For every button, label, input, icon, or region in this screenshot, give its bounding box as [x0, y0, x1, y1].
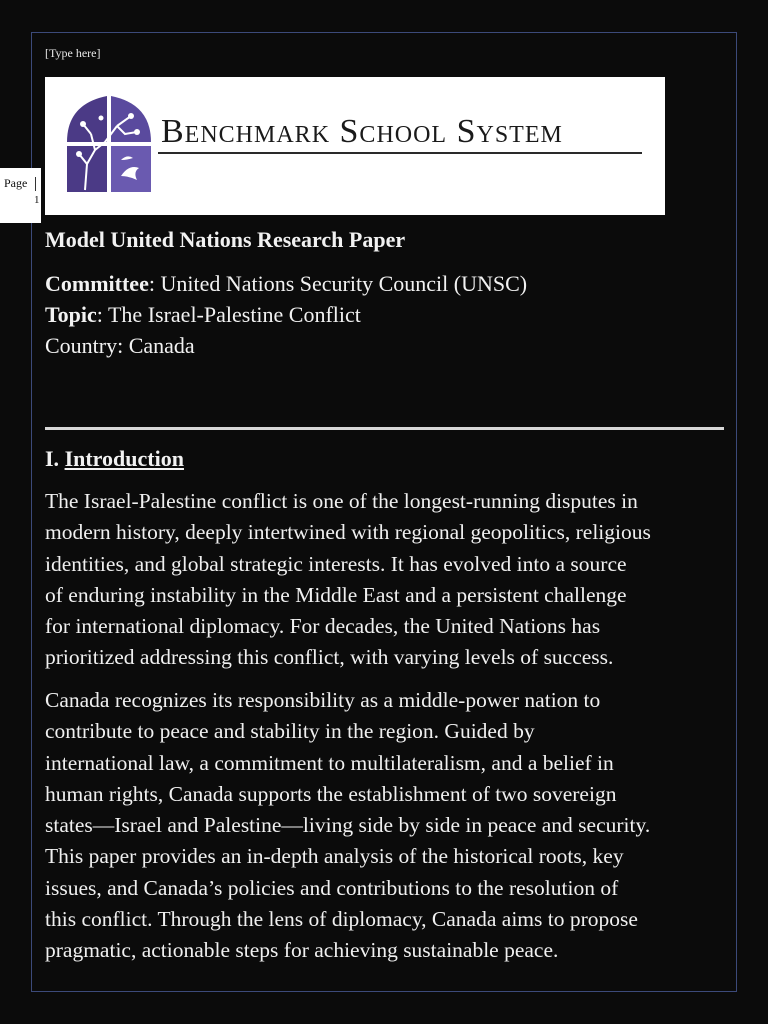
committee-label: Committee [45, 271, 149, 296]
paragraph-line: Canada recognizes its responsibility as a middle-power nation to [45, 688, 601, 712]
paragraph-line: human rights, Canada supports the establishment of two sovereign [45, 781, 617, 806]
topic-line [45, 299, 527, 330]
document-metadata [45, 268, 527, 361]
paragraph-line: This paper provides an in-depth analysis of the historical roots, key [45, 844, 624, 869]
paragraph-line: pragmatic, actionable steps for achieving sustainable peace. [45, 938, 559, 963]
school-emblem-icon [65, 94, 153, 194]
section-number: I. [45, 446, 65, 471]
topic-value: : The Israel-Palestine Conflict [96, 302, 361, 327]
paragraph-1 [45, 486, 727, 674]
horizontal-rule [45, 427, 724, 430]
committee-value: : United Nations Security Council (UNSC) [148, 271, 528, 296]
paragraph-line: contribute to peace and stability in the region. Guided by [45, 719, 535, 744]
paragraph-line: international law, a commitment to multilateralism, and a belief in [45, 750, 614, 775]
paragraph-line: The Israel-Palestine conflict is one of the longest-running disputes in [45, 489, 638, 513]
paragraph-2 [45, 685, 727, 967]
country-line: Country: Canada [45, 333, 195, 358]
paragraph-line: issues, and Canada’s policies and contributions to the resolution of [45, 875, 619, 900]
section-title: Introduction [64, 446, 184, 471]
page-tab-label: Page [4, 176, 28, 190]
topic-label: Topic [45, 302, 97, 327]
paragraph-line: identities, and global strategic interests. It has evolved into a source [45, 551, 627, 576]
committee-line [45, 268, 527, 299]
page-tab-divider [35, 177, 36, 191]
paragraph-line: for international diplomacy. For decades, the United Nations has [45, 614, 601, 639]
paragraph-line: of enduring instability in the Middle East and a persistent challenge [45, 582, 627, 607]
header-placeholder[interactable]: [Type here] [45, 46, 101, 60]
school-logo-banner [45, 77, 665, 215]
section-heading-introduction [45, 446, 184, 472]
paragraph-line: modern history, deeply intertwined with regional geopolitics, religious [45, 520, 651, 545]
logo-underline [158, 152, 642, 154]
school-name: Benchmark School System [161, 113, 563, 150]
paragraph-line: prioritized addressing this conflict, with varying levels of success. [45, 645, 614, 670]
document-title: Model United Nations Research Paper [45, 227, 406, 252]
paragraph-line: states—Israel and Palestine—living side by side in peace and security. [45, 813, 651, 838]
paragraph-line: this conflict. Through the lens of diplomacy, Canada aims to propose [45, 907, 638, 932]
page-tab-number: 1 [34, 194, 40, 206]
page-number-tab [0, 168, 41, 223]
